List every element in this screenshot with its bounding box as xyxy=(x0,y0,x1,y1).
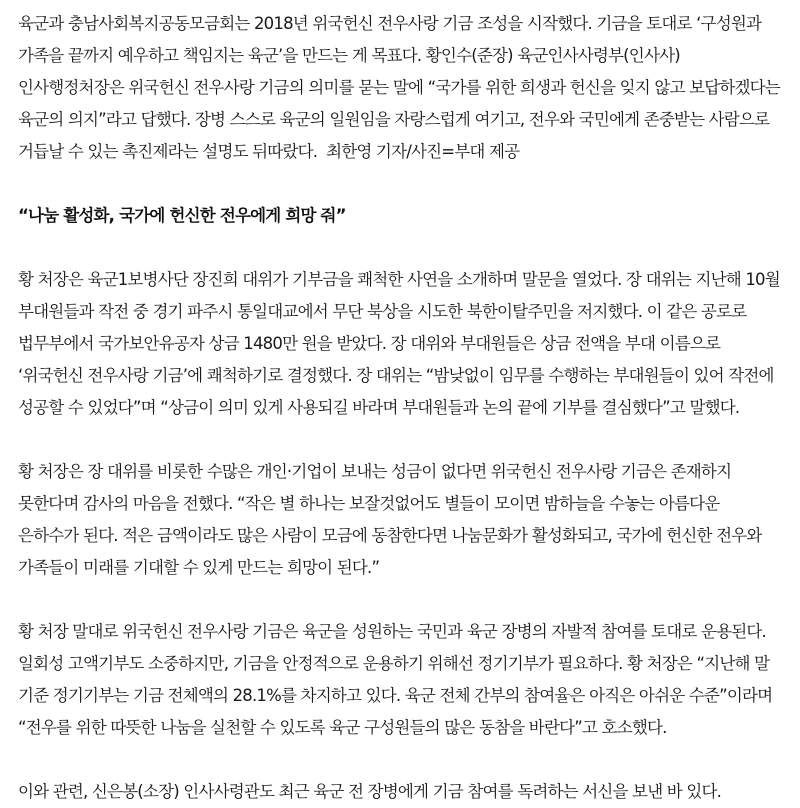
paragraph-2: 황 처장은 장 대위를 비롯한 수많은 개인·기업이 보내는 성금이 없다면 위국헌신 전우사랑 기금은 존재하지 못한다며 감사의 마음을 전했다. “작은 별 하나는 보잘것없어도 별들이 모이면 밤하늘을 수놓는 아름다운 은하수가 된다. 적은 금액이라도 많은 사람이 모금에 동참한다면 나눔문화가 활성화되고, 국가에 헌신한 전우와 가족들이 미래를 기대할 수 있게 만드는 희망이 된다.” xyxy=(18,462,762,577)
paragraph-3: 황 처장 말대로 위국헌신 전우사랑 기금은 육군을 성원하는 국민과 육군 장병의 자발적 참여를 토대로 운용된다. 일회성 고액기부도 소중하지만, 기금을 안정적으로 운용하기 위해선 정기기부가 필요하다. 황 처장은 “지난해 말 기준 정기기부는 기금 전체액의 28.1%를 차지하고 있다. 육군 전체 간부의 참여율은 아직은 아쉬운 수준”이라며 “전우를 위한 따뜻한 나눔을 실천할 수 있도록 육군 구성원들의 많은 동참을 바란다”고 호소했다. xyxy=(18,622,773,737)
intro-text: 육군과 충남사회복지공동모금회는 2018년 위국헌신 전우사랑 기금 조성을 시작했다. 기금을 토대로 ‘구성원과 가족을 끝까지 예우하고 책임지는 육군’을 만드는 게 목표다. 황인수(준장) 육군인사사령부(인사사) 인사행정처장은 위국헌신 전우사랑 기금의 의미를 묻는 말에 “국가를 위한 희생과 헌신을 잊지 않고 보답하겠다는 육군의 의지”라고 답했다. 장병 스스로 육군의 일원임을 자랑스럽게 여기고, 전우와 국민에게 존중받는 사람으로 거듭날 수 있는 촉진제라는 설명도 뒤따랐다. xyxy=(18,14,780,161)
photo-credit: 최한영 기자/사진=부대 제공 xyxy=(326,142,520,161)
paragraph-gap xyxy=(18,168,782,200)
paragraph-gap xyxy=(18,584,782,616)
section-subheading: “나눔 활성화, 국가에 헌신한 전우에게 희망 줘” xyxy=(18,206,346,225)
paragraph-gap xyxy=(18,744,782,776)
paragraph-gap xyxy=(18,424,782,456)
intro-paragraph xyxy=(18,8,782,168)
paragraph-1: 황 처장은 육군1보병사단 장진희 대위가 기부금을 쾌척한 사연을 소개하며 말문을 열었다. 장 대위는 지난해 10월 부대원들과 작전 중 경기 파주시 통일대교에서 무단 북상을 시도한 북한이탈주민을 저지했다. 이 같은 공로로 법무부에서 국가보안유공자 상금 1480만 원을 받았다. 장 대위와 부대원들은 상금 전액을 부대 이름으로 ‘위국헌신 전우사랑 기금’에 쾌척하기로 결정했다. 장 대위는 “밤낮없이 임무를 수행하는 부대원들이 있어 작전에 성공할 수 있었다”며 “상금이 의미 있게 사용되길 바라며 부대원들과 논의 끝에 기부를 결심했다”고 말했다. xyxy=(18,270,780,417)
paragraph-gap xyxy=(18,232,782,264)
paragraph-4: 이와 관련, 신은봉(소장) 인사사령관도 최근 육군 전 장병에게 기금 참여를 독려하는 서신을 보낸 바 있다. xyxy=(18,782,722,801)
